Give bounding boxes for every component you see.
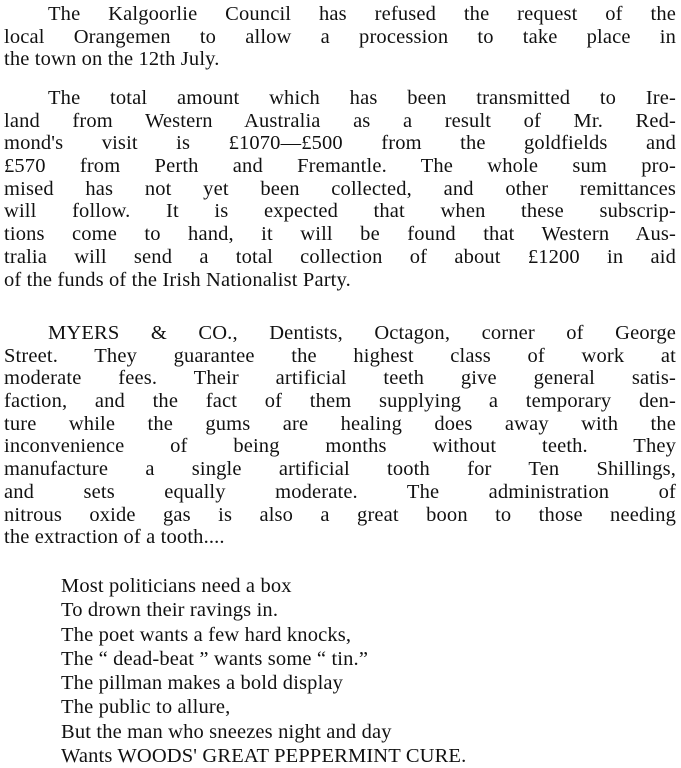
text-line: and sets equally moderate. The administration of — [4, 480, 676, 503]
verse-woods-peppermint — [61, 574, 661, 768]
text-line: The total amount which has been transmitted to Ire- — [48, 87, 676, 109]
text-line: of the funds of the Irish Nationalist Party. — [4, 268, 351, 291]
text-line: manufacture a single artificial tooth for Ten Shillings, — [4, 458, 676, 481]
text-line: the extraction of a tooth.... — [4, 526, 225, 549]
text-line: the town on the 12th July. — [4, 48, 220, 71]
verse-line: The “ dead-beat ” wants some “ tin.” — [61, 647, 369, 670]
paragraph-myers-dentists — [4, 322, 676, 549]
verse-line: Most politicians need a box — [61, 575, 292, 597]
text-line: nitrous oxide gas is also a great boon to those needing — [4, 503, 676, 526]
text-line: will follow. It is expected that when these subscrip- — [4, 200, 676, 223]
verse-line: Wants WOODS' GREAT PEPPERMINT CURE. — [61, 745, 467, 768]
paragraph-ireland-remittance — [4, 87, 676, 291]
verse-line: But the man who sneezes night and day — [61, 720, 392, 743]
text-line: Street. They guarantee the highest class of work at — [4, 344, 676, 367]
text-line: moderate fees. Their artificial teeth give general satis- — [4, 367, 676, 390]
text-line: inconvenience of being months without teeth. They — [4, 435, 676, 458]
verse-line: To drown their ravings in. — [61, 599, 279, 622]
text-line: mond's visit is £1070—£500 from the goldfields and — [4, 132, 676, 155]
paragraph-kalgoorlie — [4, 3, 676, 71]
text-line: ture while the gums are healing does away with the — [4, 412, 676, 435]
text-line: mised has not yet been collected, and other remittances — [4, 177, 676, 200]
verse-line: The pillman makes a bold display — [61, 672, 344, 695]
text-line: The Kalgoorlie Council has refused the request of the — [48, 3, 676, 25]
text-line: faction, and the fact of them supplying a temporary den- — [4, 390, 676, 413]
text-line: £570 from Perth and Fremantle. The whole sum pro- — [4, 155, 676, 178]
verse-line: The public to allure, — [61, 696, 231, 719]
text-line: MYERS & CO., Dentists, Octagon, corner of George — [48, 322, 676, 344]
text-line: tralia will send a total collection of about £1200 in aid — [4, 245, 676, 268]
verse-line: The poet wants a few hard knocks, — [61, 623, 352, 646]
text-line: land from Western Australia as a result of Mr. Red- — [4, 109, 676, 132]
text-line: local Orangemen to allow a procession to take place in — [4, 25, 676, 48]
text-line: tions come to hand, it will be found that Western Aus- — [4, 223, 676, 246]
